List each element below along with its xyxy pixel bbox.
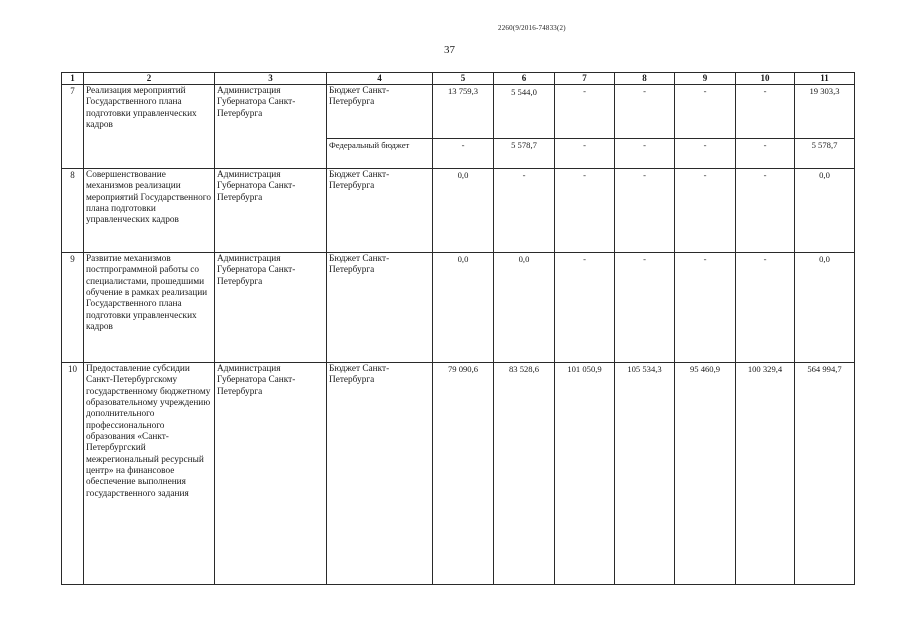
table-row (62, 253, 855, 363)
amount-cell: 13 759,3 (433, 85, 494, 139)
activity-name: Предоставление субсидии Санкт-Петербургскому государственному бюджетному образовательному учреждению дополнительного профессионального образования «Санкт-Петербургский межрегиональный ресурсный центр» на финансовое обеспечение выполнения государственного задания (84, 363, 215, 585)
funding-source: Бюджет Санкт-Петербурга (327, 363, 433, 585)
column-header: 9 (675, 73, 736, 85)
amount-cell: 5 578,7 (795, 139, 855, 169)
amount-cell: 564 994,7 (795, 363, 855, 585)
document-number: 2260(9/2016-74833(2) (498, 24, 566, 32)
activity-name: Развитие механизмов постпрограммной работы со специалистами, прошедшими обучение в рамках реализации Государственного плана подготовки управленческих кадров (84, 253, 215, 363)
amount-cell: - (615, 139, 675, 169)
executor: Администрация Губернатора Санкт-Петербурга (215, 363, 327, 585)
amount-cell: 0,0 (433, 169, 494, 253)
amount-cell: - (675, 253, 736, 363)
row-number: 10 (62, 363, 84, 585)
amount-cell: 101 050,9 (555, 363, 615, 585)
amount-cell: - (555, 139, 615, 169)
column-header: 5 (433, 73, 494, 85)
amount-cell: 105 534,3 (615, 363, 675, 585)
budget-table (61, 72, 855, 585)
funding-source: Федеральный бюджет (327, 139, 433, 169)
amount-cell: 5 578,7 (494, 139, 555, 169)
amount-cell: - (555, 85, 615, 139)
executor: Администрация Губернатора Санкт-Петербурга (215, 85, 327, 169)
activity-name: Реализация мероприятий Государственного плана подготовки управленческих кадров (84, 85, 215, 169)
table-header-row (62, 73, 855, 85)
amount-cell: - (555, 169, 615, 253)
amount-cell: 5 544,0 (494, 85, 555, 139)
column-header: 8 (615, 73, 675, 85)
page-number: 37 (444, 44, 455, 56)
column-header: 4 (327, 73, 433, 85)
column-header: 6 (494, 73, 555, 85)
amount-cell: 0,0 (494, 253, 555, 363)
amount-cell: 100 329,4 (736, 363, 795, 585)
amount-cell: 0,0 (795, 253, 855, 363)
row-number: 7 (62, 85, 84, 169)
table-row (62, 85, 855, 139)
table-row (62, 169, 855, 253)
table-row (62, 363, 855, 585)
column-header: 10 (736, 73, 795, 85)
amount-cell: - (736, 139, 795, 169)
amount-cell: - (433, 139, 494, 169)
column-header: 11 (795, 73, 855, 85)
column-header: 2 (84, 73, 215, 85)
amount-cell: - (736, 253, 795, 363)
amount-cell: 95 460,9 (675, 363, 736, 585)
funding-source: Бюджет Санкт-Петербурга (327, 85, 433, 139)
executor: Администрация Губернатора Санкт-Петербурга (215, 169, 327, 253)
amount-cell: - (615, 85, 675, 139)
amount-cell: - (675, 139, 736, 169)
column-header: 1 (62, 73, 84, 85)
amount-cell: - (615, 169, 675, 253)
amount-cell: 79 090,6 (433, 363, 494, 585)
amount-cell: 0,0 (795, 169, 855, 253)
amount-cell: - (675, 85, 736, 139)
amount-cell: 19 303,3 (795, 85, 855, 139)
activity-name: Совершенствование механизмов реализации мероприятий Государственного плана подготовки управленческих кадров (84, 169, 215, 253)
amount-cell: 83 528,6 (494, 363, 555, 585)
amount-cell: - (555, 253, 615, 363)
amount-cell: - (615, 253, 675, 363)
column-header: 7 (555, 73, 615, 85)
funding-source: Бюджет Санкт-Петербурга (327, 169, 433, 253)
amount-cell: - (675, 169, 736, 253)
amount-cell: - (736, 169, 795, 253)
amount-cell: - (494, 169, 555, 253)
row-number: 9 (62, 253, 84, 363)
amount-cell: - (736, 85, 795, 139)
amount-cell: 0,0 (433, 253, 494, 363)
executor: Администрация Губернатора Санкт-Петербурга (215, 253, 327, 363)
funding-source: Бюджет Санкт-Петербурга (327, 253, 433, 363)
row-number: 8 (62, 169, 84, 253)
column-header: 3 (215, 73, 327, 85)
